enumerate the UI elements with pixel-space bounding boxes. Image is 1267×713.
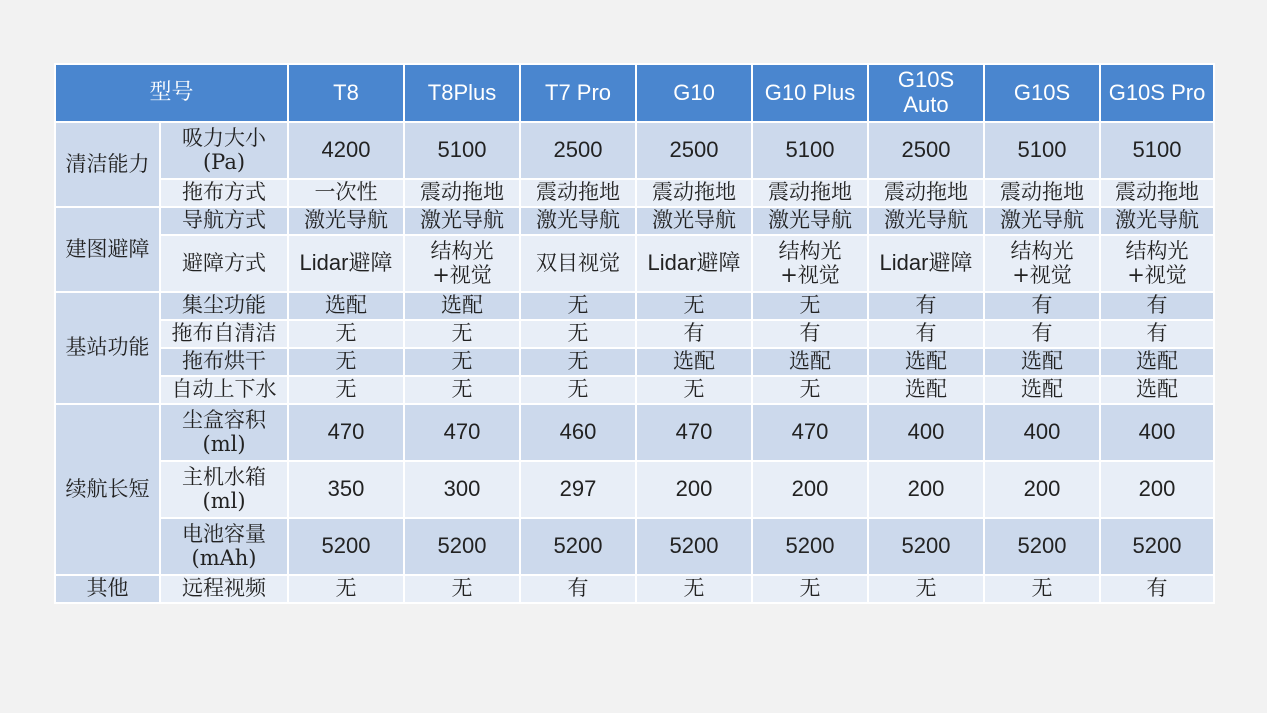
value-cell: 300 <box>404 461 520 518</box>
value-cell: 激光导航 <box>868 207 984 235</box>
value-cell: 5200 <box>404 518 520 575</box>
value-cell: 选配 <box>288 292 404 320</box>
value-cell: 激光导航 <box>636 207 752 235</box>
value-cell: Lidar避障 <box>868 235 984 292</box>
value-cell: 选配 <box>868 348 984 376</box>
value-cell: 激光导航 <box>288 207 404 235</box>
table-row <box>55 575 1214 603</box>
value-cell: 无 <box>404 320 520 348</box>
value-cell: 选配 <box>868 376 984 404</box>
value-cell: 无 <box>288 320 404 348</box>
model-header-cell: G10 Plus <box>752 64 868 122</box>
table-row <box>55 207 1214 235</box>
feature-label-cell: 拖布烘干 <box>160 348 288 376</box>
feature-label-cell: 吸力大小 (Pa) <box>160 122 288 179</box>
value-cell: 有 <box>868 320 984 348</box>
table-row <box>55 461 1214 518</box>
value-cell: 无 <box>288 376 404 404</box>
value-cell: 选配 <box>752 348 868 376</box>
value-cell: 400 <box>868 404 984 461</box>
feature-label-cell: 自动上下水 <box>160 376 288 404</box>
feature-label-cell: 导航方式 <box>160 207 288 235</box>
value-cell: 无 <box>404 575 520 603</box>
table-row <box>55 518 1214 575</box>
value-cell: 200 <box>1100 461 1214 518</box>
table-row <box>55 320 1214 348</box>
value-cell: 无 <box>520 320 636 348</box>
value-cell: 有 <box>984 320 1100 348</box>
value-cell: 无 <box>636 575 752 603</box>
value-cell: Lidar避障 <box>636 235 752 292</box>
value-cell: 有 <box>752 320 868 348</box>
value-cell: 有 <box>636 320 752 348</box>
value-cell: 震动拖地 <box>404 179 520 207</box>
table-row <box>55 348 1214 376</box>
group-label-cell: 建图避障 <box>55 207 160 292</box>
value-cell: 无 <box>752 292 868 320</box>
value-cell: 400 <box>1100 404 1214 461</box>
feature-label-cell: 拖布自清洁 <box>160 320 288 348</box>
model-header-cell: G10 <box>636 64 752 122</box>
value-cell: 震动拖地 <box>636 179 752 207</box>
table-body <box>55 122 1214 603</box>
value-cell: 无 <box>288 348 404 376</box>
value-cell: 结构光 +视觉 <box>752 235 868 292</box>
value-cell: 结构光 +视觉 <box>984 235 1100 292</box>
model-header-cell: T8 <box>288 64 404 122</box>
value-cell: 有 <box>1100 575 1214 603</box>
value-cell: 200 <box>752 461 868 518</box>
value-cell: 无 <box>520 292 636 320</box>
value-cell: 激光导航 <box>520 207 636 235</box>
value-cell: 5100 <box>752 122 868 179</box>
value-cell: 一次性 <box>288 179 404 207</box>
group-label-cell: 续航长短 <box>55 404 160 575</box>
model-header-cell: G10S Pro <box>1100 64 1214 122</box>
value-cell: 结构光 +视觉 <box>404 235 520 292</box>
value-cell: 200 <box>868 461 984 518</box>
model-header-cell: G10S <box>984 64 1100 122</box>
value-cell: 震动拖地 <box>752 179 868 207</box>
value-cell: 选配 <box>404 292 520 320</box>
value-cell: 297 <box>520 461 636 518</box>
table-header <box>55 64 1214 122</box>
table-row <box>55 404 1214 461</box>
value-cell: 选配 <box>636 348 752 376</box>
value-cell: 5100 <box>984 122 1100 179</box>
value-cell: 有 <box>868 292 984 320</box>
value-cell: 200 <box>984 461 1100 518</box>
value-cell: 无 <box>636 376 752 404</box>
value-cell: 双目视觉 <box>520 235 636 292</box>
value-cell: 5200 <box>520 518 636 575</box>
value-cell: 5200 <box>288 518 404 575</box>
value-cell: 5200 <box>984 518 1100 575</box>
group-label-cell: 其他 <box>55 575 160 603</box>
table-row <box>55 292 1214 320</box>
value-cell: 无 <box>984 575 1100 603</box>
value-cell: 无 <box>752 575 868 603</box>
value-cell: 选配 <box>1100 376 1214 404</box>
value-cell: 选配 <box>1100 348 1214 376</box>
feature-label-cell: 尘盒容积 (ml) <box>160 404 288 461</box>
value-cell: 350 <box>288 461 404 518</box>
group-label-cell: 清洁能力 <box>55 122 160 207</box>
value-cell: 无 <box>288 575 404 603</box>
value-cell: 无 <box>404 376 520 404</box>
value-cell: 无 <box>752 376 868 404</box>
value-cell: 激光导航 <box>404 207 520 235</box>
value-cell: 2500 <box>636 122 752 179</box>
value-cell: 4200 <box>288 122 404 179</box>
value-cell: 选配 <box>984 348 1100 376</box>
feature-label-cell: 集尘功能 <box>160 292 288 320</box>
value-cell: 无 <box>520 376 636 404</box>
value-cell: Lidar避障 <box>288 235 404 292</box>
model-header-cell: 型号 <box>55 64 288 122</box>
value-cell: 震动拖地 <box>868 179 984 207</box>
value-cell: 5200 <box>636 518 752 575</box>
table-row <box>55 122 1214 179</box>
table-row <box>55 179 1214 207</box>
value-cell: 有 <box>984 292 1100 320</box>
value-cell: 选配 <box>984 376 1100 404</box>
value-cell: 激光导航 <box>984 207 1100 235</box>
model-header-cell: G10S Auto <box>868 64 984 122</box>
value-cell: 5200 <box>1100 518 1214 575</box>
value-cell: 震动拖地 <box>984 179 1100 207</box>
value-cell: 470 <box>636 404 752 461</box>
value-cell: 200 <box>636 461 752 518</box>
feature-label-cell: 主机水箱 (ml) <box>160 461 288 518</box>
model-header-cell: T7 Pro <box>520 64 636 122</box>
value-cell: 结构光 +视觉 <box>1100 235 1214 292</box>
value-cell: 5100 <box>404 122 520 179</box>
value-cell: 5100 <box>1100 122 1214 179</box>
value-cell: 5200 <box>868 518 984 575</box>
value-cell: 有 <box>520 575 636 603</box>
value-cell: 460 <box>520 404 636 461</box>
value-cell: 400 <box>984 404 1100 461</box>
spec-comparison-table <box>54 63 1215 604</box>
value-cell: 470 <box>288 404 404 461</box>
feature-label-cell: 拖布方式 <box>160 179 288 207</box>
value-cell: 470 <box>404 404 520 461</box>
feature-label-cell: 避障方式 <box>160 235 288 292</box>
feature-label-cell: 电池容量 (mAh) <box>160 518 288 575</box>
value-cell: 2500 <box>520 122 636 179</box>
value-cell: 有 <box>1100 320 1214 348</box>
value-cell: 有 <box>1100 292 1214 320</box>
table-row <box>55 376 1214 404</box>
value-cell: 无 <box>636 292 752 320</box>
value-cell: 无 <box>520 348 636 376</box>
group-label-cell: 基站功能 <box>55 292 160 404</box>
model-header-cell: T8Plus <box>404 64 520 122</box>
value-cell: 激光导航 <box>752 207 868 235</box>
value-cell: 激光导航 <box>1100 207 1214 235</box>
value-cell: 无 <box>868 575 984 603</box>
value-cell: 2500 <box>868 122 984 179</box>
feature-label-cell: 远程视频 <box>160 575 288 603</box>
value-cell: 震动拖地 <box>1100 179 1214 207</box>
table-row <box>55 235 1214 292</box>
value-cell: 5200 <box>752 518 868 575</box>
value-cell: 无 <box>404 348 520 376</box>
value-cell: 震动拖地 <box>520 179 636 207</box>
header-row <box>55 64 1214 122</box>
value-cell: 470 <box>752 404 868 461</box>
